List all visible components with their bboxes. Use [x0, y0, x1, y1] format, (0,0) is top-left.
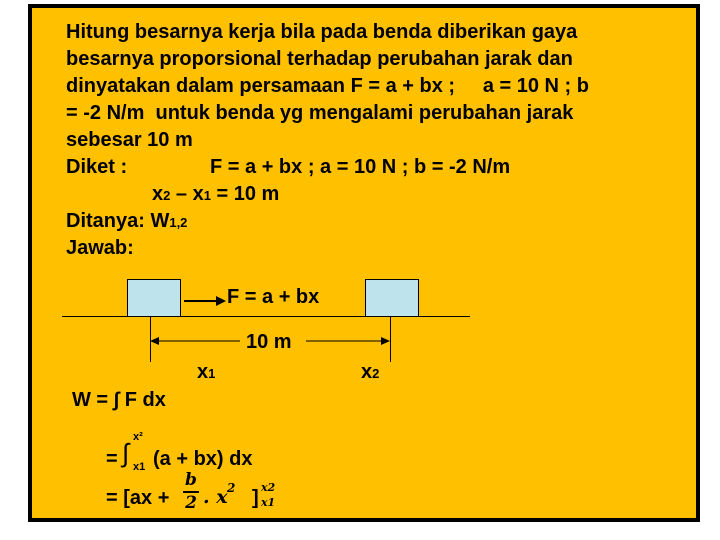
jawab-label: Jawab: [66, 237, 134, 259]
force-arrow [182, 294, 228, 308]
integrand: (a + bx) dx [153, 448, 253, 470]
diket-distance: x2 – x1 = 10 m [152, 183, 280, 205]
x2-label: x2 [361, 361, 380, 383]
eval-lower: x1 [261, 496, 276, 509]
problem-line-3: dinyatakan dalam persamaan F = a + bx ; a = 10 N ; b [66, 75, 589, 97]
fraction-tail: . x [203, 486, 228, 508]
slide-panel [28, 4, 700, 522]
x1-label: x1 [197, 361, 216, 383]
bracket-close: ] [252, 487, 259, 509]
force-label: F = a + bx [227, 286, 320, 308]
problem-line-5: sebesar 10 m [66, 129, 193, 151]
integral-sign: ∫ [122, 438, 130, 468]
work-definition: W = ∫ F dx [72, 389, 166, 411]
ditanya-label: Ditanya: W1,2 [66, 210, 188, 232]
integral-lower-limit: x1 [133, 461, 146, 473]
diket-equation: F = a + bx ; a = 10 N ; b = -2 N/m [210, 156, 511, 178]
antiderivative-start: = [ax + [106, 487, 170, 509]
diket-label: Diket : [66, 156, 128, 178]
block-start [127, 279, 181, 317]
power-2: 2 [227, 481, 236, 495]
block-end [365, 279, 419, 317]
eval-upper: x2 [261, 481, 276, 494]
fraction-b-over-2: b 2 [183, 472, 199, 512]
problem-line-2: besarnya proporsional terhadap perubahan jarak dan [66, 48, 573, 70]
distance-label: 10 m [246, 331, 292, 353]
problem-line-1: Hitung besarnya kerja bila pada benda diberikan gaya [66, 21, 578, 43]
integral-upper-limit: x² [133, 431, 143, 443]
problem-line-4: = -2 N/m untuk benda yg mengalami perubahan jarak [66, 102, 574, 124]
ground-line [62, 316, 470, 317]
eq-sign: = [106, 448, 118, 470]
